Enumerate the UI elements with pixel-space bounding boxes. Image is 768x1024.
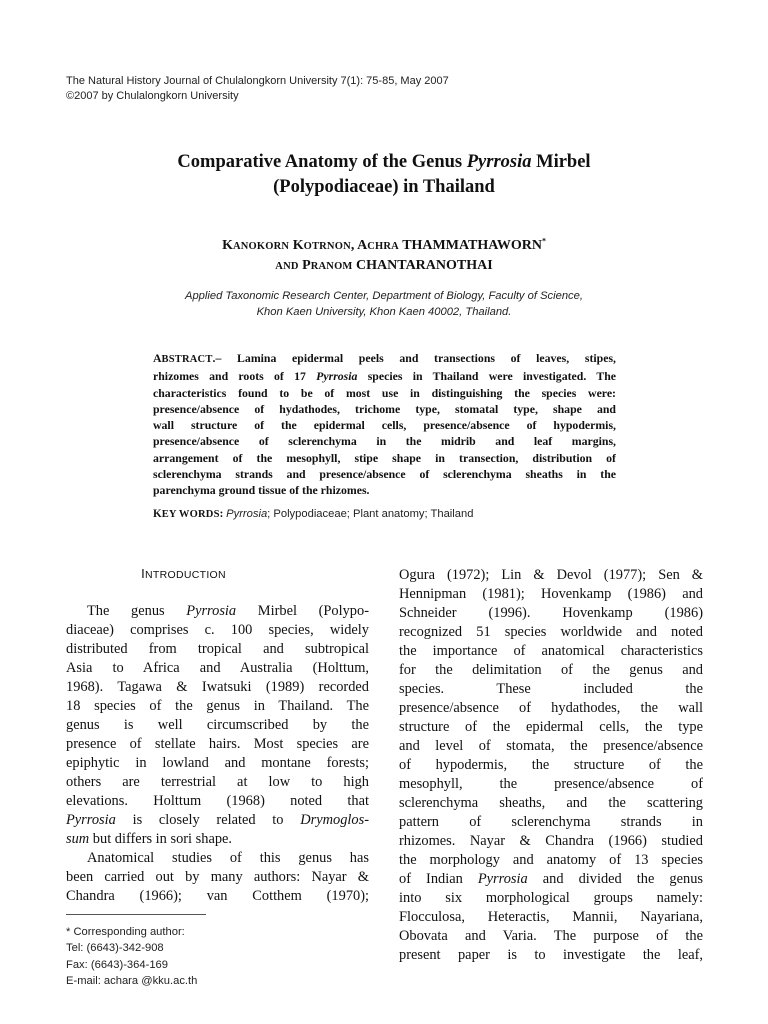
- body-line: distributed from tropical and subtropical: [66, 641, 369, 657]
- body-line: Pyrrosia is closely related to Drymoglos-: [66, 812, 369, 828]
- body-line: Anatomical studies of this genus has: [87, 850, 369, 866]
- affiliation-line-1: Applied Taxonomic Research Center, Department of Biology, Faculty of Science,: [185, 290, 583, 302]
- keywords: [153, 507, 473, 522]
- abstract-line: wall structure of the epidermal cells, presence/absence of hypodermis,: [153, 418, 616, 433]
- body-line: Chandra (1966); van Cotthem (1970);: [66, 888, 369, 904]
- body-line: diaceae) comprises c. 100 species, widely: [66, 622, 369, 638]
- abstract-line: parenchyma ground tissue of the rhizomes.: [153, 483, 370, 498]
- body-line: The genus Pyrrosia Mirbel (Polypo-: [87, 603, 369, 619]
- body-line: the morphology and anatomy of 13 species: [399, 852, 703, 868]
- journal-citation: The Natural History Journal of Chulalongkorn University 7(1): 75-85, May 2007: [66, 75, 449, 87]
- body-line: Obovata and Varia. The purpose of the: [399, 928, 703, 944]
- abstract-label: ABSTRACT.–: [153, 351, 222, 365]
- authors-line-2: AND PRANOM CHANTARANOTHAI: [275, 258, 493, 273]
- title-line-2: (Polypodiaceae) in Thailand: [273, 177, 495, 197]
- body-line: structure of the epidermal cells, the type: [399, 719, 703, 735]
- journal-header: [66, 74, 449, 104]
- body-line: 1968). Tagawa & Iwatsuki (1989) recorded: [66, 679, 369, 695]
- body-line: Asia to Africa and Australia (Holttum,: [66, 660, 369, 676]
- italic-term: Drymoglos-: [300, 812, 369, 828]
- body-line: presence/absence of hydathodes, the wall: [399, 700, 703, 716]
- body-line: Schneider (1996). Hovenkamp (1986): [399, 605, 703, 621]
- affiliation: [60, 289, 708, 320]
- section-heading-introduction: INTRODUCTION: [141, 566, 226, 581]
- body-line: [66, 583, 369, 602]
- body-line: elevations. Holttum (1968) noted that: [66, 793, 369, 809]
- body-line: sum but differs in sori shape.: [66, 831, 233, 847]
- body-line: and level of stomata, the presence/absence: [399, 738, 703, 754]
- body-line: sclerenchyma sheaths, and the scattering: [399, 795, 703, 811]
- footnote-rule: [66, 914, 206, 915]
- affiliation-line-2: Khon Kaen University, Khon Kaen 40002, Thailand.: [256, 305, 512, 318]
- author-list: [60, 236, 708, 276]
- journal-copyright: ©2007 by Chulalongkorn University: [66, 90, 239, 102]
- italic-term: Pyrrosia: [316, 369, 358, 384]
- italic-term: Pyrrosia: [66, 812, 116, 828]
- title-genus: Pyrrosia: [466, 152, 532, 172]
- abstract: [153, 350, 616, 499]
- body-line: of hypodermis, the structure of the: [399, 757, 703, 773]
- italic-term: Pyrrosia: [477, 871, 528, 887]
- body-column-right: [399, 566, 703, 965]
- author-2: ACHRA THAMMATHAWORN*: [357, 236, 546, 253]
- abstract-line: presence/absence of hydathodes, trichome type, stomatal type, shape and: [153, 401, 616, 416]
- body-column-left: [66, 564, 369, 906]
- body-line: presence of stellate hairs. Most species are: [66, 736, 369, 752]
- keyword-list: ; Polypodiaceae; Plant anatomy; Thailand: [267, 508, 474, 520]
- footnote-corresponding: * Corresponding author:: [66, 926, 185, 938]
- abstract-line: rhizomes and roots of 17 Pyrrosia species in Thailand were investigated. The: [153, 369, 616, 384]
- footnotes: [66, 924, 197, 989]
- body-line: the importance of anatomical characteristics: [399, 643, 703, 659]
- body-line: mesophyll, the presence/absence of: [399, 776, 703, 792]
- body-line: 18 species of the genus in Thailand. The: [66, 698, 369, 714]
- author-3: PRANOM CHANTARANOTHAI: [302, 258, 493, 273]
- footnote-fax: Fax: (6643)-364-169: [66, 958, 168, 971]
- body-line: [66, 564, 369, 583]
- article-title: [60, 150, 708, 200]
- abstract-line: arrangement of the mesophyll, stipe shape in transection, distribution of: [153, 450, 616, 465]
- body-line: Flocculosa, Heteractis, Mannii, Nayariana,: [399, 909, 703, 925]
- abstract-line: presence/absence of sclerenchyma in the midrib and leaf margins,: [153, 434, 616, 449]
- body-line: present paper is to investigate the leaf,: [399, 947, 703, 963]
- abstract-line: sclerenchyma strands and presence/absence of sclerenchyma sheaths in the: [153, 467, 616, 482]
- abstract-line: ABSTRACT.– Lamina epidermal peels and transections of leaves, stipes,: [153, 351, 616, 365]
- body-line: been carried out by many authors: Nayar &: [66, 869, 369, 885]
- author-1: KANOKORN KOTRNON: [222, 238, 351, 253]
- keyword-genus: Pyrrosia: [226, 508, 268, 520]
- body-line: genus is well circumscribed by the: [66, 717, 369, 733]
- body-line: others are terrestrial at low to high: [66, 774, 369, 790]
- footnote-email: E-mail: achara @kku.ac.th: [66, 974, 198, 987]
- body-line: species. These included the: [399, 681, 703, 697]
- abstract-line: characteristics found to be of most use in distinguishing the species were:: [153, 385, 616, 400]
- keywords-label: KEY WORDS:: [153, 508, 224, 520]
- body-line: recognized 51 species worldwide and noted: [399, 624, 703, 640]
- body-line: for the delimitation of the genus and: [399, 662, 703, 678]
- body-line: rhizomes. Nayar & Chandra (1966) studied: [399, 833, 703, 849]
- body-line: Hennipman (1981); Hovenkamp (1986) and: [399, 586, 703, 602]
- body-line: of Indian Pyrrosia and divided the genus: [399, 871, 703, 887]
- title-line-1: Comparative Anatomy of the Genus Pyrrosia Mirbel: [177, 152, 591, 172]
- body-line: pattern of sclerenchyma strands in: [399, 814, 703, 830]
- italic-term: Pyrrosia: [186, 603, 237, 619]
- corresponding-mark: *: [541, 236, 546, 246]
- footnote-tel: Tel: (6643)-342-908: [66, 942, 164, 955]
- italic-term: sum: [66, 831, 90, 847]
- body-line: Ogura (1972); Lin & Devol (1977); Sen &: [399, 567, 703, 583]
- body-line: into six morphological groups namely:: [399, 890, 703, 906]
- authors-line-1: KANOKORN KOTRNON, ACHRA THAMMATHAWORN*: [222, 236, 546, 253]
- body-line: epiphytic in lowland and montane forests;: [66, 755, 369, 771]
